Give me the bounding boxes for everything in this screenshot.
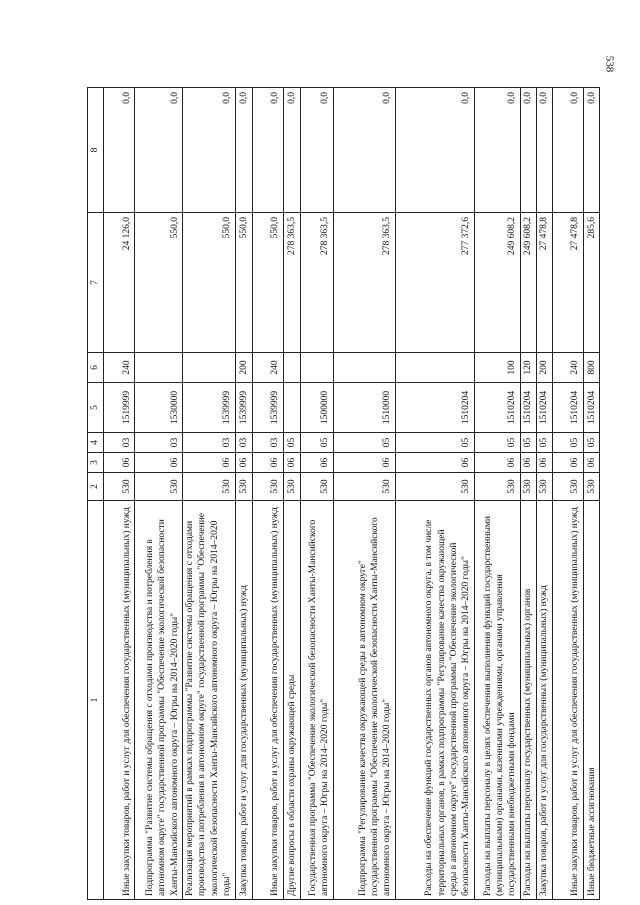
subsection-code: 03 <box>183 433 236 453</box>
amount-value: 285,6 <box>583 213 599 353</box>
header-cell: 6 <box>88 353 104 383</box>
row-description: Расходы на обеспечение функций государственных органов автономного округа, в том числе территориальных органов, в рамках подпрограммы "Регулирование качества окружающей среды в автономном округе" государственной программы "Обеспечение экологической безопасности Ханты-Мансийского автономного округа – Югры на 2014–2020 годы" <box>395 501 474 900</box>
subsection-code: 03 <box>235 433 252 453</box>
admin-code: 530 <box>536 473 552 501</box>
target-article-code: 1510204 <box>536 383 552 433</box>
amount-extra: 0,0 <box>283 88 300 213</box>
expense-type-code: 200 <box>235 353 252 383</box>
expense-type-code <box>283 353 300 383</box>
subsection-code: 05 <box>395 433 474 453</box>
subsection-code: 03 <box>252 433 283 453</box>
table-row <box>235 88 252 900</box>
expense-type-code <box>395 353 474 383</box>
target-article-code <box>283 383 300 433</box>
target-article-code: 1500000 <box>300 383 333 433</box>
section-code: 06 <box>520 453 536 473</box>
section-code: 06 <box>474 453 520 473</box>
subsection-code: 05 <box>552 433 583 453</box>
amount-value: 24 126,0 <box>104 213 135 353</box>
amount-value: 278 363,5 <box>300 213 333 353</box>
section-code: 06 <box>300 453 333 473</box>
subsection-code: 05 <box>583 433 599 453</box>
header-cell: 5 <box>88 383 104 433</box>
amount-value: 550,0 <box>235 213 252 353</box>
header-cell: 7 <box>88 213 104 353</box>
table-row <box>252 88 283 900</box>
table-row <box>300 88 333 900</box>
amount-value: 550,0 <box>252 213 283 353</box>
target-article-code: 1539999 <box>235 383 252 433</box>
table-header-row <box>88 88 104 900</box>
section-code: 06 <box>252 453 283 473</box>
amount-value: 249 608,2 <box>474 213 520 353</box>
header-cell: 2 <box>88 473 104 501</box>
expense-type-code: 800 <box>583 353 599 383</box>
amount-value: 550,0 <box>135 213 183 353</box>
table-row <box>333 88 395 900</box>
row-description: Расходы на выплаты персоналу в целях обеспечения выполнения функций государственными (муниципальными) органами, казенными учреждениями, органами управления государственными внебюджетными фондами <box>474 501 520 900</box>
amount-value: 27 478,8 <box>552 213 583 353</box>
section-code: 06 <box>395 453 474 473</box>
subsection-code: 05 <box>333 433 395 453</box>
subsection-code: 05 <box>283 433 300 453</box>
row-description: Другие вопросы в области охраны окружающей среды <box>283 501 300 900</box>
admin-code: 530 <box>235 473 252 501</box>
amount-extra: 0,0 <box>474 88 520 213</box>
budget-table <box>87 87 600 900</box>
row-description: Подпрограмма "Регулирование качества окружающей среды в автономном округе" государственной программы "Обеспечение экологической безопасности Ханты-Мансийского автономного округа – Югры на 2014–2020 годы" <box>333 501 395 900</box>
table-row <box>104 88 135 900</box>
table-row <box>283 88 300 900</box>
table-row <box>395 88 474 900</box>
table-row <box>583 88 599 900</box>
target-article-code: 1510204 <box>395 383 474 433</box>
target-article-code: 1510204 <box>520 383 536 433</box>
admin-code: 530 <box>183 473 236 501</box>
admin-code: 530 <box>283 473 300 501</box>
table-row <box>183 88 236 900</box>
expense-type-code <box>300 353 333 383</box>
row-description: Закупка товаров, работ и услуг для государственных (муниципальных) нужд <box>536 501 552 900</box>
amount-extra: 0,0 <box>252 88 283 213</box>
section-code: 06 <box>283 453 300 473</box>
amount-extra: 0,0 <box>183 88 236 213</box>
admin-code: 530 <box>252 473 283 501</box>
section-code: 06 <box>583 453 599 473</box>
subsection-code: 05 <box>536 433 552 453</box>
amount-value: 249 608,2 <box>520 213 536 353</box>
expense-type-code: 120 <box>520 353 536 383</box>
expense-type-code: 240 <box>552 353 583 383</box>
section-code: 06 <box>135 453 183 473</box>
admin-code: 530 <box>135 473 183 501</box>
expense-type-code <box>135 353 183 383</box>
amount-extra: 0,0 <box>300 88 333 213</box>
admin-code: 530 <box>104 473 135 501</box>
expense-type-code: 240 <box>104 353 135 383</box>
amount-value: 278 363,5 <box>333 213 395 353</box>
expense-type-code <box>333 353 395 383</box>
amount-value: 277 372,6 <box>395 213 474 353</box>
row-description: Иные закупки товаров, работ и услуг для обеспечения государственных (муниципальных) нужд <box>252 501 283 900</box>
amount-value: 278 363,5 <box>283 213 300 353</box>
page-number: 538 <box>603 55 616 73</box>
row-description: Государственная программа "Обеспечение экологической безопасности Ханты-Мансийского автономного округа – Югры на 2014–2020 годы" <box>300 501 333 900</box>
subsection-code: 03 <box>135 433 183 453</box>
row-description: Расходы на выплаты персоналу государственных (муниципальных) органов <box>520 501 536 900</box>
amount-value: 550,0 <box>183 213 236 353</box>
expense-type-code: 100 <box>474 353 520 383</box>
table-row <box>474 88 520 900</box>
admin-code: 530 <box>333 473 395 501</box>
subsection-code: 05 <box>300 433 333 453</box>
target-article-code: 1539999 <box>183 383 236 433</box>
section-code: 06 <box>104 453 135 473</box>
amount-extra: 0,0 <box>395 88 474 213</box>
section-code: 06 <box>536 453 552 473</box>
expense-type-code: 240 <box>252 353 283 383</box>
admin-code: 530 <box>300 473 333 501</box>
subsection-code: 03 <box>104 433 135 453</box>
subsection-code: 05 <box>474 433 520 453</box>
amount-extra: 0,0 <box>235 88 252 213</box>
target-article-code: 1510204 <box>474 383 520 433</box>
admin-code: 530 <box>520 473 536 501</box>
row-description: Реализация мероприятий в рамках подпрограммы "Развитие системы обращения с отходами производства и потребления в автономном округе" государственной программы "Обеспечение экологической безопасности Ханты-Мансийского автономного округа – Югры на 2014–2020 годы" <box>183 501 236 900</box>
subsection-code: 05 <box>520 433 536 453</box>
row-description: Иные закупки товаров, работ и услуг для обеспечения государственных (муниципальных) нужд <box>552 501 583 900</box>
table-row <box>135 88 183 900</box>
amount-extra: 0,0 <box>536 88 552 213</box>
amount-extra: 0,0 <box>552 88 583 213</box>
expense-type-code: 200 <box>536 353 552 383</box>
target-article-code: 1510204 <box>552 383 583 433</box>
header-cell: 1 <box>88 501 104 900</box>
section-code: 06 <box>552 453 583 473</box>
expense-type-code <box>183 353 236 383</box>
section-code: 06 <box>235 453 252 473</box>
admin-code: 530 <box>474 473 520 501</box>
row-description: Иные закупки товаров, работ и услуг для обеспечения государственных (муниципальных) нужд <box>104 501 135 900</box>
amount-extra: 0,0 <box>333 88 395 213</box>
row-description: Подпрограмма "Развитие системы обращения с отходами производства и потребления в автономном округе" государственной программы "Обеспечение экологической безопасности Ханты-Мансийского автономного округа – Югры на 2014–2020 годы" <box>135 501 183 900</box>
table-row <box>536 88 552 900</box>
target-article-code: 1519999 <box>104 383 135 433</box>
header-cell: 8 <box>88 88 104 213</box>
section-code: 06 <box>183 453 236 473</box>
admin-code: 530 <box>552 473 583 501</box>
target-article-code: 1539999 <box>252 383 283 433</box>
target-article-code: 1510000 <box>333 383 395 433</box>
row-description: Закупка товаров, работ и услуг для государственных (муниципальных) нужд <box>235 501 252 900</box>
amount-extra: 0,0 <box>135 88 183 213</box>
amount-extra: 0,0 <box>104 88 135 213</box>
admin-code: 530 <box>395 473 474 501</box>
row-description: Иные бюджетные ассигнования <box>583 501 599 900</box>
amount-extra: 0,0 <box>520 88 536 213</box>
table-row <box>552 88 583 900</box>
rotated-page-content <box>87 88 600 900</box>
amount-value: 27 478,8 <box>536 213 552 353</box>
header-cell: 3 <box>88 453 104 473</box>
amount-extra: 0,0 <box>583 88 599 213</box>
admin-code: 530 <box>583 473 599 501</box>
header-cell: 4 <box>88 433 104 453</box>
target-article-code: 1530000 <box>135 383 183 433</box>
target-article-code: 1510204 <box>583 383 599 433</box>
table-row <box>520 88 536 900</box>
section-code: 06 <box>333 453 395 473</box>
